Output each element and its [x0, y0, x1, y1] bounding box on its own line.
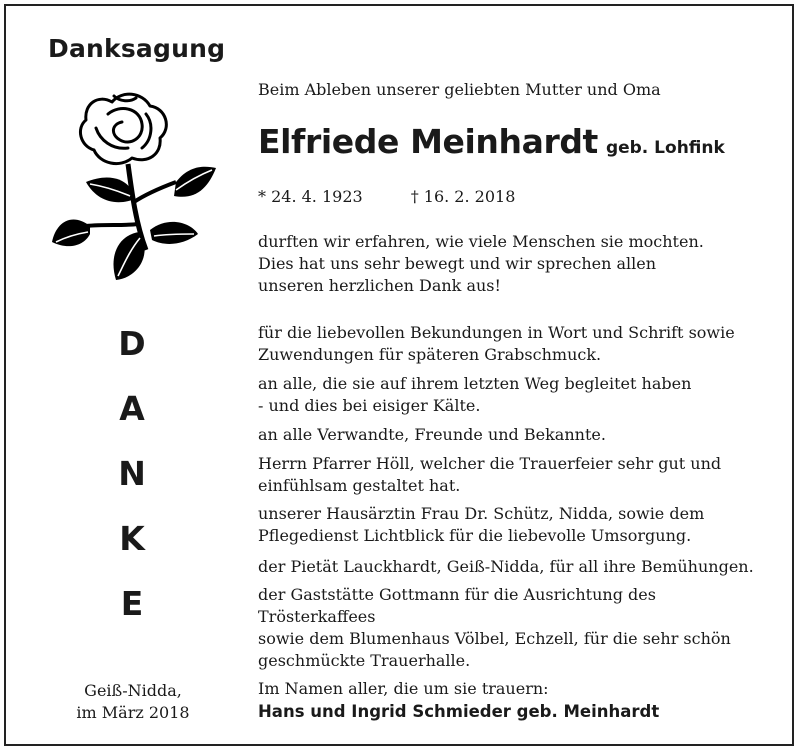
danke-letter: N [118, 454, 146, 493]
thanks-line: Herrn Pfarrer Höll, welcher die Trauerfeier sehr gut und [258, 454, 722, 473]
birth-date: * 24. 4. 1923 [258, 187, 363, 206]
danke-vertical-word [104, 318, 160, 643]
thanks-line: geschmückte Trauerhalle. [258, 651, 471, 670]
thanks-item [258, 424, 778, 446]
thanks-item [258, 556, 778, 578]
deceased-name-line [258, 122, 725, 161]
thanks-line: der Pietät Lauckhardt, Geiß-Nidda, für all ihre Bemühungen. [258, 557, 754, 576]
place-line: Geiß-Nidda, [84, 681, 182, 700]
deceased-name: Elfriede Meinhardt [258, 122, 598, 161]
message-paragraph [258, 231, 778, 297]
place-date [64, 680, 202, 724]
danke-letter: D [118, 324, 146, 363]
message-line: unseren herzlichen Dank aus! [258, 276, 501, 295]
thanks-line: der Gaststätte Gottmann für die Ausrichtung des Trösterkaffees [258, 585, 656, 626]
date-line: im März 2018 [76, 703, 190, 722]
thanks-line: unserer Hausärztin Frau Dr. Schütz, Nidda, sowie dem [258, 504, 705, 523]
signature: Hans und Ingrid Schmieder geb. Meinhardt [258, 702, 660, 721]
thanks-line: einfühlsam gestaltet hat. [258, 476, 461, 495]
death-date: † 16. 2. 2018 [410, 187, 516, 206]
rose-illustration [50, 84, 220, 296]
closing-text: Im Namen aller, die um sie trauern: [258, 679, 549, 698]
danke-letter: A [119, 389, 145, 428]
message-line: Dies hat uns sehr bewegt und wir sprechen allen [258, 254, 657, 273]
thanks-item [258, 322, 778, 366]
life-dates [258, 186, 515, 208]
danke-letter: K [119, 519, 145, 558]
thanks-item [258, 453, 778, 497]
notice-heading: Danksagung [48, 34, 226, 63]
thanks-item [258, 584, 778, 672]
thanks-line: Zuwendungen für späteren Grabschmuck. [258, 345, 602, 364]
thanks-line: für die liebevollen Bekundungen in Wort und Schrift sowie [258, 323, 735, 342]
danke-letter: E [120, 584, 144, 623]
thanks-item [258, 503, 778, 547]
thanks-line: an alle, die sie auf ihrem letzten Weg begleitet haben [258, 374, 692, 393]
message-line: durften wir erfahren, wie viele Menschen sie mochten. [258, 232, 704, 251]
thanks-item [258, 373, 778, 417]
thanks-line: - und dies bei eisiger Kälte. [258, 396, 481, 415]
thanks-line: an alle Verwandte, Freunde und Bekannte. [258, 425, 606, 444]
thanks-line: sowie dem Blumenhaus Völbel, Echzell, für die sehr schön [258, 629, 731, 648]
maiden-name: geb. Lohfink [605, 138, 725, 158]
thanks-line: Pflegedienst Lichtblick für die liebevolle Umsorgung. [258, 526, 692, 545]
intro-text: Beim Ableben unserer geliebten Mutter und Oma [258, 80, 661, 99]
